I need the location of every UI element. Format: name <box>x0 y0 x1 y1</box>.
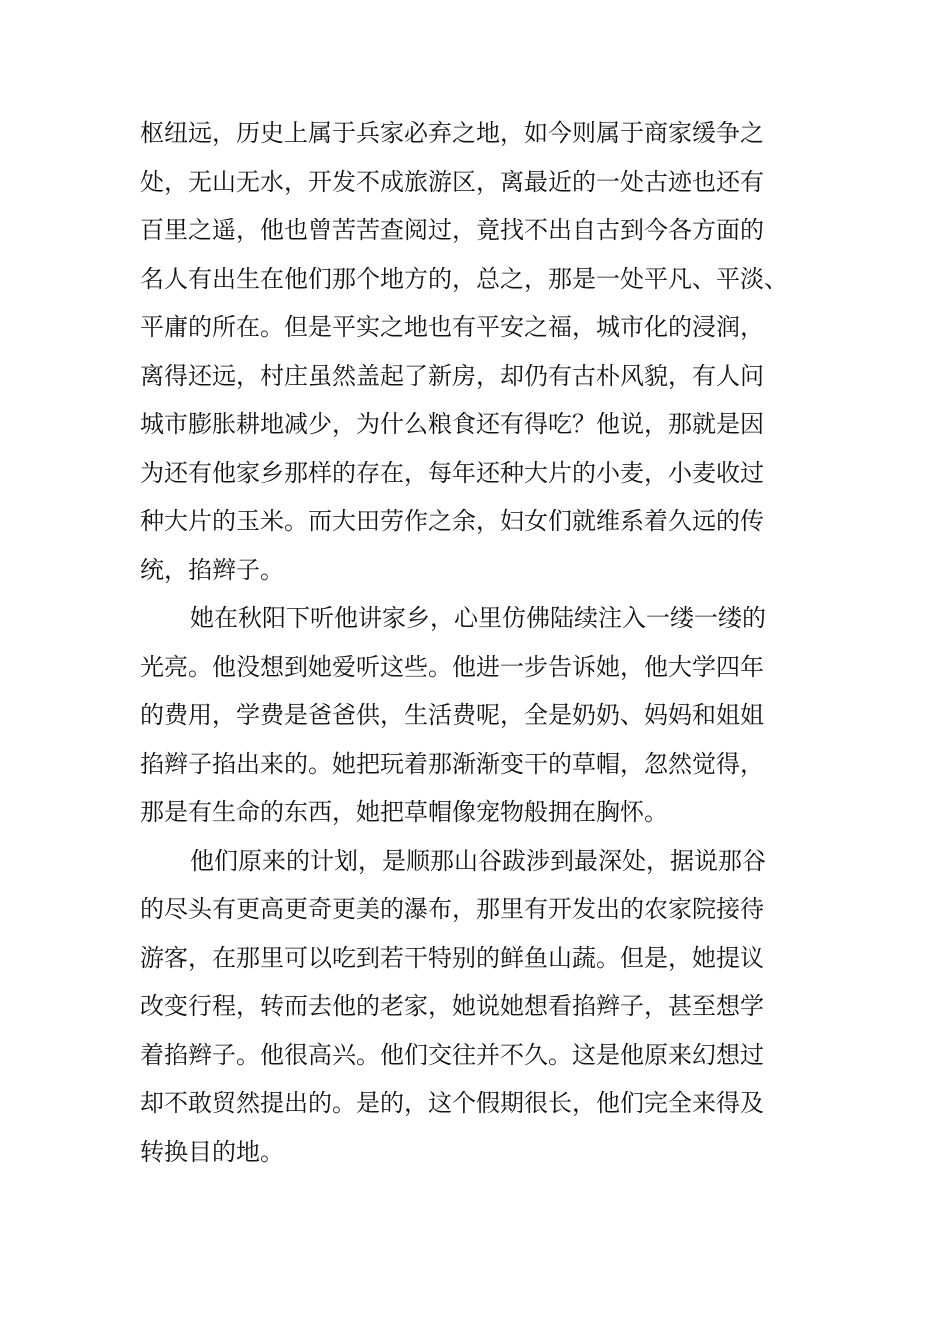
text-line: 平庸的所在。但是平实之地也有平安之福，城市化的浸润， <box>140 313 764 341</box>
text-line: 光亮。他没想到她爱听这些。他进一步告诉她，他大学四年 <box>140 652 764 681</box>
text-line: 他们原来的计划，是顺那山谷跋涉到最深处，据说那谷 <box>190 846 766 875</box>
paragraph-3 <box>140 837 830 1177</box>
text-line: 却不敢贸然提出的。是的，这个假期很长，他们完全来得及 <box>140 1089 764 1117</box>
text-line: 掐辫子掐出来的。她把玩着那渐渐变干的草帽，忽然觉得， <box>140 749 764 778</box>
text-line: 处，无山无水，开发不成旅游区，离最近的一处古迹也还有 <box>140 167 764 196</box>
text-line: 城市膨胀耕地减少，为什么粮食还有得吃？他说，那就是因 <box>140 410 764 438</box>
text-line: 游客，在那里可以吃到若干特别的鲜鱼山蔬。但是，她提议 <box>140 943 764 972</box>
paragraph-2 <box>140 594 830 837</box>
text-line: 那是有生命的东西，她把草帽像宠物般拥在胸怀。 <box>140 798 668 826</box>
text-line: 种大片的玉米。而大田劳作之余，妇女们就维系着久远的传 <box>140 507 764 535</box>
text-line: 着掐辫子。他很高兴。他们交往并不久。这是他原来幻想过 <box>140 1040 764 1069</box>
text-line: 名人有出生在他们那个地方的，总之，那是一处平凡、平淡、 <box>140 264 788 293</box>
text-line: 改变行程，转而去他的老家，她说她想看掐辫子，甚至想学 <box>140 992 764 1020</box>
text-line: 的尽头有更高更奇更美的瀑布，那里有开发出的农家院接待 <box>140 895 764 923</box>
text-line: 离得还远，村庄虽然盖起了新房，却仍有古朴风貌，有人问 <box>140 361 764 390</box>
text-line: 统，掐辫子。 <box>140 555 284 584</box>
text-line: 为还有他家乡那样的存在，每年还种大片的小麦，小麦收过 <box>140 458 764 487</box>
text-line: 转换目的地。 <box>140 1137 284 1166</box>
text-line: 她在秋阳下听他讲家乡，心里仿佛陆续注入一缕一缕的 <box>190 604 766 632</box>
paragraph-1 <box>140 109 830 594</box>
document-body <box>140 109 830 1176</box>
text-line: 枢纽远，历史上属于兵家必弃之地，如今则属于商家缓争之 <box>140 119 764 147</box>
text-line: 百里之遥，他也曾苦苦查阅过，竟找不出自古到今各方面的 <box>140 216 764 244</box>
text-line: 的费用，学费是爸爸供，生活费呢，全是奶奶、妈妈和姐姐 <box>140 701 764 729</box>
